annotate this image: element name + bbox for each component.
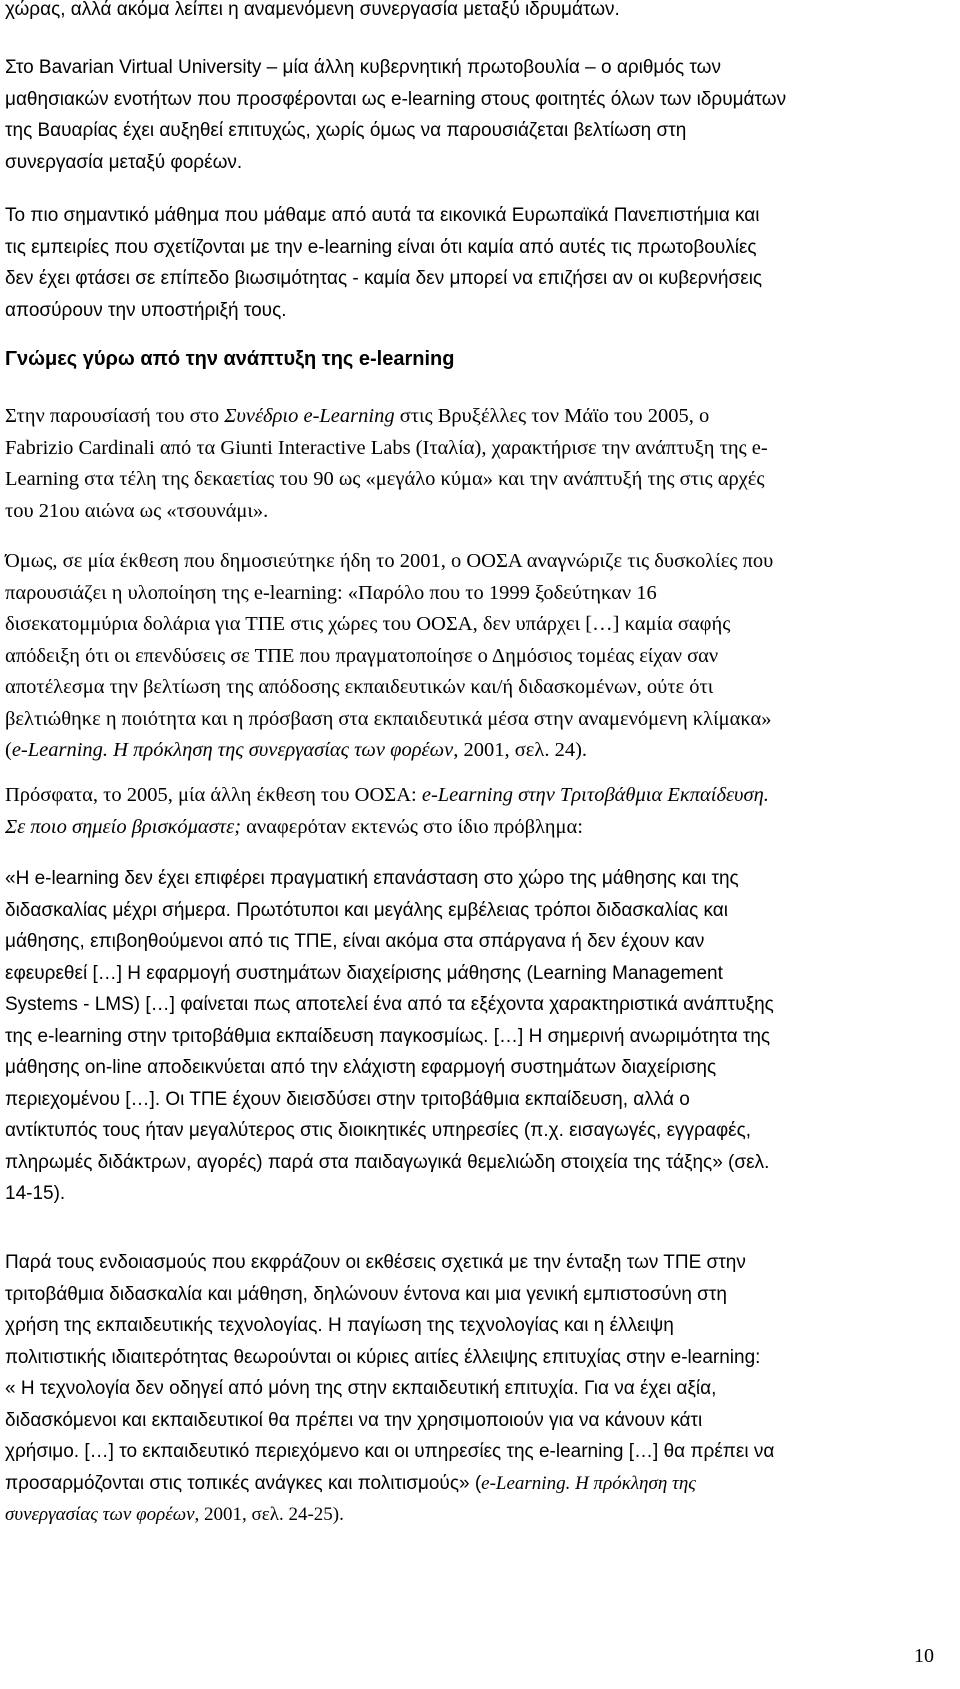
text-line: αποτέλεσμα την βελτίωση της απόδοσης εκπαιδευτικών και/ή διδασκομένων, ούτε ότι [5,676,714,698]
text-line: χρήση της εκπαιδευτικής τεχνολογίας. Η παγίωση της τεχνολογίας και η έλλειψη [5,1315,674,1336]
text-line: διδασκαλίας μέχρι σήμερα. Πρωτότυποι και μεγάλης εμβέλειας τρόποι διδασκαλίας και [5,899,728,921]
text-line: παρουσιάζει η υλοποίηση της e-learning: «Παρόλο που το 1999 ξοδεύτηκαν 16 [5,581,657,604]
text-line: αποσύρουν την υποστήριξή τους. [5,299,287,321]
text-line: τις εμπειρίες που σχετίζονται με την e-learning είναι ότι καμία από αυτές τις πρωτοβουλίες [5,236,757,258]
text-line: (e-Learning. Η πρόκληση της συνεργασίας των φορέων, 2001, σελ. 24). [5,739,588,761]
text-line: μάθησης, επιβοηθούμενοι από τις ΤΠΕ, είναι ακόμα στα σπάργανα ή δεν έχουν καν [5,931,705,952]
section-heading [5,344,454,376]
paragraph-lesson [5,200,762,326]
text-line: δεν έχει φτάσει σε επίπεδο βιωσιμότητας - καμία δεν μπορεί να επιζήσει αν οι κυβερνήσεις [5,268,763,289]
text-line: πληρωμές διδάκτρων, αγορές) παρά στα παιδαγωγικά θεμελιώδη στοιχεία της τάξης» (σελ. [5,1151,770,1173]
text-line: Όμως, σε μία έκθεση που δημοσιεύτηκε ήδη το 2001, ο ΟΟΣΑ αναγνώριζε τις δυσκολίες που [5,550,774,572]
paragraph-quote [5,863,774,1210]
paragraph-bavarian [5,52,786,178]
text-line: δισεκατομμύρια δολάρια για ΤΠΕ στις χώρες του ΟΟΣΑ, δεν υπάρχει […] καμία σαφής [5,613,731,635]
text-line: μαθησιακών ενοτήτων που προσφέρονται ως e-learning στους φοιτητές όλων των ιδρυμάτων [5,88,787,110]
text-line: 14-15). [5,1183,66,1204]
text-line: Το πιο σημαντικό μάθημα που μάθαμε από αυτά τα εικονικά Ευρωπαϊκά Πανεπιστήμια και [5,205,760,226]
paragraph-oecd-2005 [5,780,769,843]
text-line: «Η e-learning δεν έχει επιφέρει πραγματική επανάσταση στο χώρο της μάθησης και της [5,868,739,889]
text-line: Πρόσφατα, το 2005, μία άλλη έκθεση του ΟΟΣΑ: e-Learning στην Τριτοβάθμια Εκπαίδευση. [5,784,769,806]
text-line: χώρας, αλλά ακόμα λείπει η αναμενόμενη συνεργασία μεταξύ ιδρυμάτων. [5,0,620,20]
text-line: διδασκόμενοι και εκπαιδευτικοί θα πρέπει να την χρησιμοποιούν για να κάνουν κάτι [5,1409,703,1431]
text-line: πολιτιστικής ιδιαιτερότητας θεωρούνται οι κύριες αιτίες έλλειψης επιτυχίας στην e-learning: [5,1346,761,1368]
text-line: της e-learning στην τριτοβάθμια εκπαίδευση παγκοσμίως. […] Η σημερινή ανωριμότητα της [5,1025,771,1047]
text-line: χρήσιμο. […] το εκπαιδευτικό περιεχόμενο και οι υπηρεσίες της e-learning […] θα πρέπει να [5,1441,775,1462]
text-line: « Η τεχνολογία δεν οδηγεί από μόνη της στην εκπαιδευτική επιτυχία. Για να έχει αξία, [5,1378,717,1399]
text-line: Learning στα τέλη της δεκαετίας του 90 ως «μεγάλο κύμα» και την ανάπτυξή της στις αρχές [5,468,765,490]
text-line: Στην παρουσίασή του στο Συνέδριο e-Learning στις Βρυξέλλες τον Μάϊο του 2005, ο [5,405,710,427]
text-line: του 21ου αιώνα ως «τσουνάμι». [5,499,269,522]
text-line: αντίκτυπός τους ήταν μεγαλύτερος στις διοικητικές υπηρεσίες (π.χ. εισαγωγές, εγγραφές, [5,1120,752,1141]
text-line: Σε ποιο σημείο βρισκόμαστε; αναφερόταν εκτενώς στο ίδιο πρόβλημα: [5,815,583,838]
text-line: Fabrizio Cardinali από τα Giunti Interactive Labs (Ιταλία), χαρακτήρισε την ανάπτυξη της e- [5,436,768,459]
text-line: της Βαυαρίας έχει αυξηθεί επιτυχώς, χωρίς όμως να παρουσιάζεται βελτίωση στη [5,120,687,141]
text-line: εφευρεθεί […] Η εφαρμογή συστημάτων διαχείρισης μάθησης (Learning Management [5,962,723,984]
text-line: συνεργασίας των φορέων, 2001, σελ. 24-25). [5,1504,344,1525]
paragraph-continuation [5,0,620,26]
text-line: μάθησης on-line αποδεικνύεται από την ελάχιστη εφαρμογή συστημάτων διαχείρισης [5,1057,717,1078]
text-line: τριτοβάθμια διδασκαλία και μάθηση, δηλώνουν έντονα και μια γενική εμπιστοσύνη στη [5,1283,727,1305]
heading-text: Γνώμες γύρω από την ανάπτυξη της e-learning [5,348,455,370]
paragraph-concerns [5,1247,774,1531]
text-line: Στο Bavarian Virtual University – μία άλλη κυβερνητική πρωτοβουλία – ο αριθμός των [5,57,721,78]
paragraph-cardinali [5,401,768,527]
page-number: 10 [914,1645,934,1667]
text-line: περιεχομένου […]. Οι ΤΠΕ έχουν διεισδύσει στην τριτοβάθμια εκπαίδευση, αλλά ο [5,1088,690,1110]
text-line: Systems - LMS) […] φαίνεται πως αποτελεί ένα από τα εξέχοντα χαρακτηριστικά ανάπτυξης [5,994,774,1015]
text-line: προσαρμόζονται στις τοπικές ανάγκες και πολιτισμούς» (e-Learning. Η πρόκληση της [5,1472,696,1494]
paragraph-oecd-2001 [5,546,773,767]
text-line: Παρά τους ενδοιασμούς που εκφράζουν οι εκθέσεις σχετικά με την ένταξη των ΤΠΕ στην [5,1252,746,1273]
text-line: βελτιώθηκε η ποιότητα και η πρόσβαση στα εκπαιδευτικά μέσα στην αναμενόμενη κλίμακα» [5,707,772,730]
text-line: συνεργασία μεταξύ φορέων. [5,151,243,173]
text-line: απόδειξη ότι οι επενδύσεις σε ΤΠΕ που πραγματοποίησε ο Δημόσιος τομέας είχαν σαν [5,644,719,667]
